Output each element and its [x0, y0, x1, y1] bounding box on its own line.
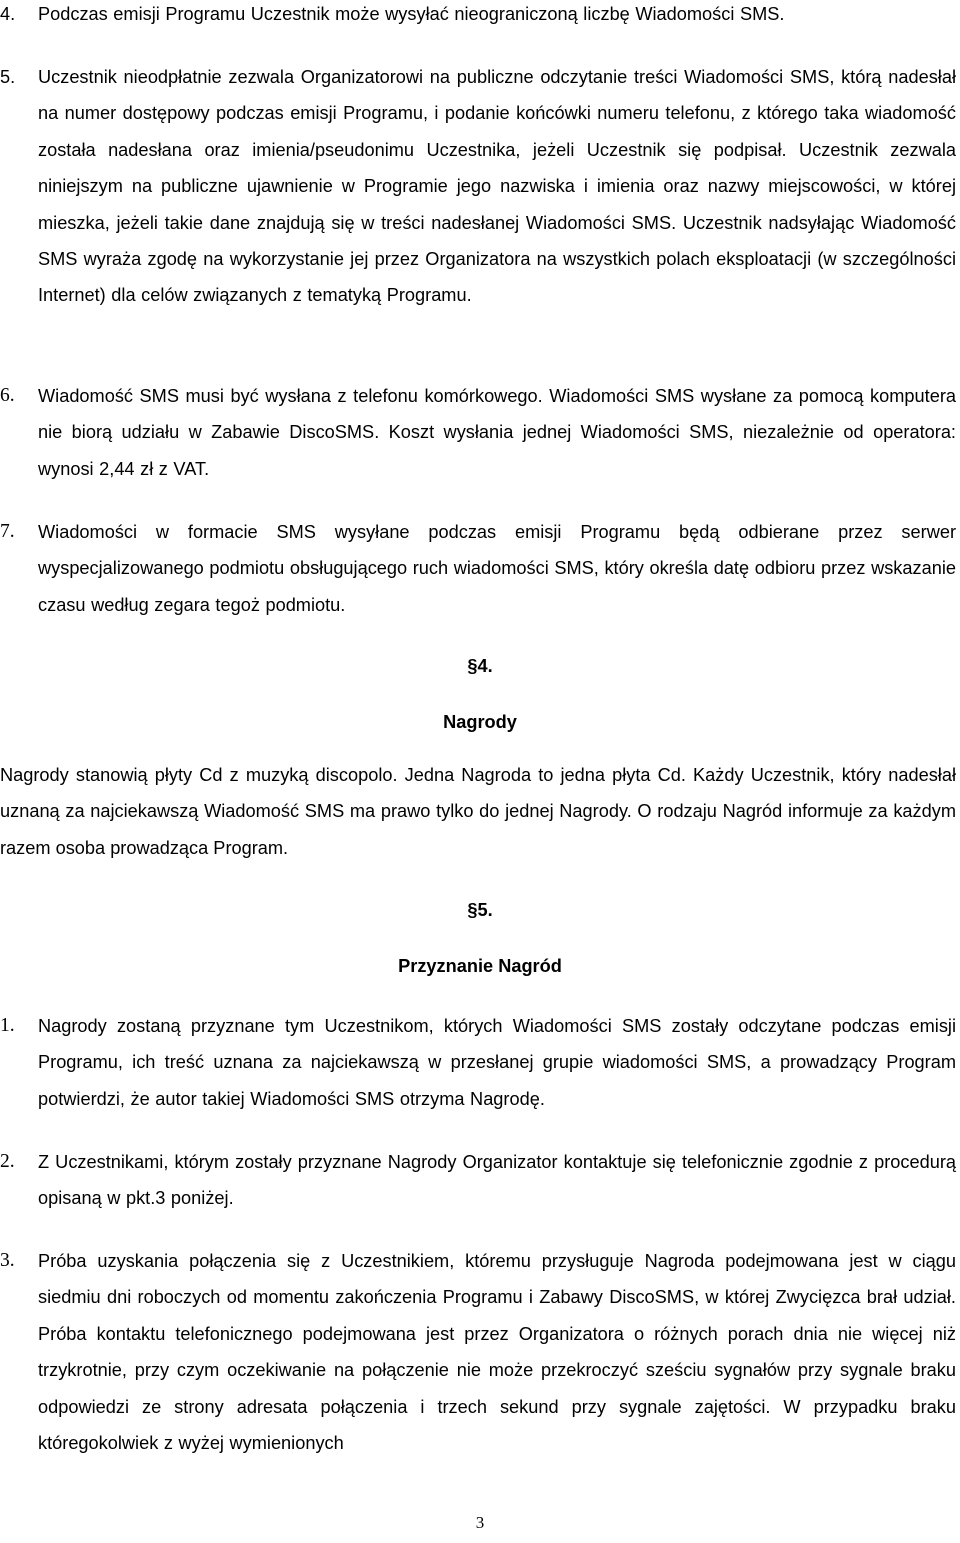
item-text: Wiadomość SMS musi być wysłana z telefonu komórkowego. Wiadomości SMS wysłane za pomocą komputera nie biorą udziału w Zabawie DiscoSMS. Koszt wysłania jednej Wiadomości SMS, niezależnie od operatora: wynosi 2,44 zł z VAT. [38, 386, 956, 479]
section-number: §5. [467, 900, 493, 920]
item-number: 7. [0, 521, 15, 542]
item-number: 2. [0, 1151, 15, 1172]
item-text: Z Uczestnikami, którym zostały przyznane Nagrody Organizator kontaktuje się telefonicznie zgodnie z procedurą opisaną w pkt.3 poniżej. [38, 1152, 956, 1209]
section-title: Przyznanie Nagród [398, 956, 562, 976]
item-number: 4. [0, 4, 16, 24]
section-title: Nagrody [443, 712, 517, 732]
item-text: Próba uzyskania połączenia się z Uczestnikiem, któremu przysługuje Nagroda podejmowana jest w ciągu siedmiu dni roboczych od momentu zakończenia Programu i Zabawy DiscoSMS, w której Zwycięzca brał udział. Próba kontaktu telefonicznego podejmowana jest przez Organizatora o różnych porach dnia nie więcej niż trzykrotnie, przy czym oczekiwanie na połączenie nie może przekroczyć sześciu sygnałów przy sygnale braku odpowiedzi ze strony adresata połączenia i trzech sekund przy sygnale zajętości. W przypadku braku któregokolwiek z wyżej wymienionych [38, 1251, 956, 1454]
section-number: §4. [467, 656, 493, 676]
item-number: 3. [0, 1250, 15, 1271]
item-number: 1. [0, 1015, 15, 1036]
item-number: 6. [0, 385, 15, 406]
item-text: Podczas emisji Programu Uczestnik może wysyłać nieograniczoną liczbę Wiadomości SMS. [38, 4, 785, 24]
item-number: 5. [0, 67, 16, 87]
item-text: Wiadomości w formacie SMS wysyłane podczas emisji Programu będą odbierane przez serwer wyspecjalizowanego podmiotu obsługującego ruch wiadomości SMS, który określa datę odbioru przez wskazanie czasu według zegara tegoż podmiotu. [38, 522, 956, 615]
item-text: Nagrody zostaną przyznane tym Uczestnikom, których Wiadomości SMS zostały odczytane podczas emisji Programu, ich treść uznana za najciekawszą w przesłanej grupie wiadomości SMS, a prowadzący Program potwierdzi, że autor takiej Wiadomości SMS otrzyma Nagrodę. [38, 1016, 956, 1109]
section-paragraph: Nagrody stanowią płyty Cd z muzyką discopolo. Jedna Nagroda to jedna płyta Cd. Każdy Uczestnik, który nadesłał uznaną za najciekawszą Wiadomość SMS ma prawo tylko do jednej Nagrody. O rodzaju Nagród informuje za każdym razem osoba prowadząca Program. [0, 765, 956, 858]
item-text: Uczestnik nieodpłatnie zezwala Organizatorowi na publiczne odczytanie treści Wiadomości SMS, którą nadesłał na numer dostępowy podczas emisji Programu, i podanie końcówki numeru telefonu, z którego taka wiadomość została nadesłana oraz imienia/pseudonimu Uczestnika, jeżeli Uczestnik się podpisał. Uczestnik zezwala niniejszym na publiczne ujawnienie w Programie jego nazwiska i imienia oraz nazwy miejscowości, w której mieszka, jeżeli takie dane znajdują się w treści nadesłanej Wiadomości SMS. Uczestnik nadsyłając Wiadomość SMS wyraża zgodę na wykorzystanie jej przez Organizatora na wszystkich polach eksploatacji (w szczególności Internet) dla celów związanych z tematyką Programu. [38, 67, 956, 306]
page-number: 3 [475, 1513, 485, 1532]
